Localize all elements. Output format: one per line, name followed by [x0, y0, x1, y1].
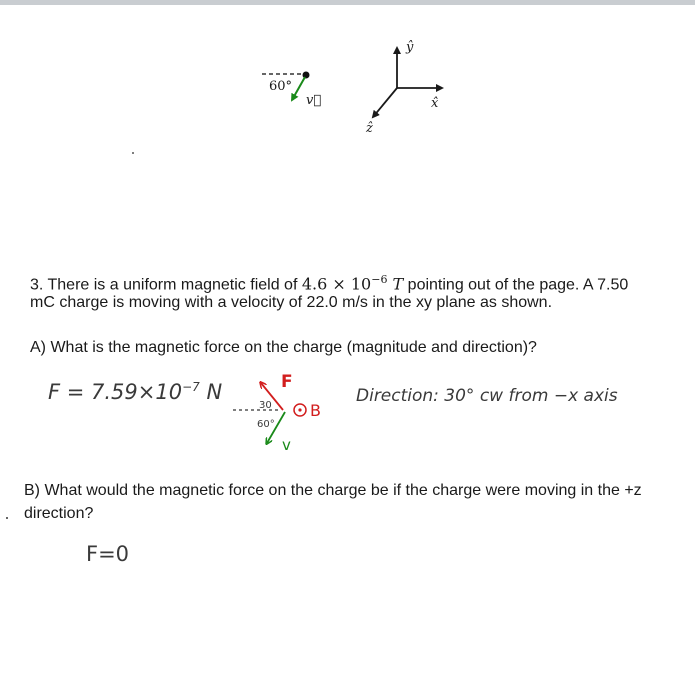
question-3-line2: mC charge is moving with a velocity of 22.0 m/s in the xy plane as shown. [30, 294, 553, 311]
question-3-line1: 3. There is a uniform magnetic field of $4.6 \times 10^{-6}$ T pointing out of the page. A 7.50 [30, 273, 629, 294]
margin-dot [6, 517, 8, 519]
sketch-angle-30: 30 [259, 400, 272, 411]
part-b-prompt-line2: direction? [24, 505, 94, 522]
velocity-vector [292, 77, 305, 100]
sketch-force-label: F [281, 372, 293, 392]
stray-dot [132, 152, 134, 154]
z-axis-label: ẑ [366, 121, 373, 136]
part-b-answer: F=0 [86, 542, 130, 566]
part-a-answer: $F = 7.59\times 10^{-7}$ N [48, 380, 223, 404]
sketch-velocity-label: v [282, 436, 291, 454]
y-axis-label: ŷ [406, 40, 414, 55]
z-axis [373, 88, 397, 117]
part-a-prompt: A) What is the magnetic force on the charge (magnitude and direction)? [30, 339, 537, 356]
part-b-prompt-line1: B) What would the magnetic force on the charge be if the charge were moving in the +z [24, 482, 642, 499]
velocity-label: v⃗ [306, 93, 322, 108]
x-axis-label: x̂ [431, 96, 439, 111]
coordinate-figure [0, 0, 695, 160]
sketch-angle-60: 60° [257, 419, 275, 430]
sketch-field-label: B [310, 401, 321, 420]
force-sketch [225, 370, 345, 455]
charge-dot [303, 72, 310, 79]
angle-60-label: 60° [269, 79, 293, 94]
part-a-direction-answer: Direction: 30° cw from −x axis [356, 386, 618, 406]
